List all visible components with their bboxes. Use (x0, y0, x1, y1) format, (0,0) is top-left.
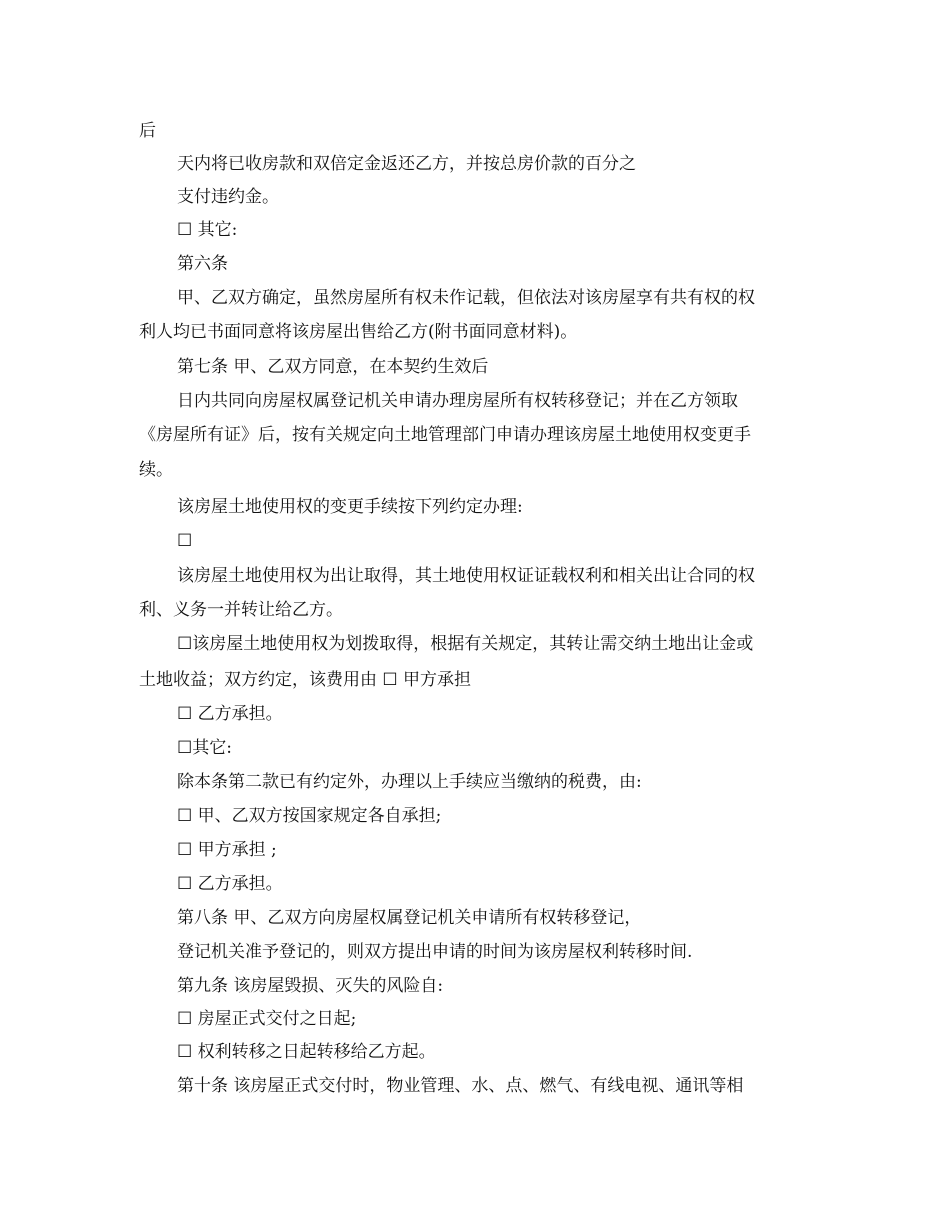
checkbox-option: ☐ 房屋正式交付之日起; (177, 1009, 357, 1029)
text-line: 利、义务一并转让给乙方。 (139, 600, 343, 620)
text-line: 续。 (139, 460, 173, 480)
checkbox-option: ☐ 甲、乙双方按国家规定各自承担; (177, 806, 442, 826)
text-line: 土地收益；双方约定，该费用由 ☐ 甲方承担 (139, 670, 472, 690)
article-heading: 第六条 (177, 254, 228, 274)
text-line: 后 (139, 121, 156, 141)
text-line: 该房屋土地使用权的变更手续按下列约定办理: (177, 497, 523, 517)
text-line: 登记机关准予登记的，则双方提出申请的时间为该房屋权利转移时间. (177, 942, 693, 962)
text-line: 支付违约金。 (177, 187, 279, 207)
checkbox-option: ☐该房屋土地使用权为划拨取得，根据有关规定，其转让需交纳土地出让金或 (177, 634, 754, 654)
text-line: 该房屋土地使用权为出让取得，其土地使用权证证载权利和相关出让合同的权 (177, 566, 755, 586)
checkbox-option: ☐ 乙方承担。 (177, 874, 283, 894)
text-line: 除本条第二款已有约定外，办理以上手续应当缴纳的税费，由: (177, 772, 642, 792)
article-heading: 第九条 该房屋毁损、灭失的风险自: (177, 976, 444, 996)
checkbox-option: ☐ 权利转移之日起转移给乙方起。 (177, 1042, 436, 1062)
text-line: 日内共同向房屋权属登记机关申请办理房屋所有权转移登记；并在乙方领取 (177, 391, 738, 411)
article-heading: 第八条 甲、乙双方向房屋权属登记机关申请所有权转移登记， (177, 908, 642, 928)
checkbox-option: ☐其它: (177, 738, 232, 758)
article-heading: 第七条 甲、乙双方同意，在本契约生效后 (177, 357, 489, 377)
text-line: 天内将已收房款和双倍定金返还乙方，并按总房价款的百分之 (177, 154, 636, 174)
text-line: 《房屋所有证》后，按有关规定向土地管理部门申请办理该房屋土地使用权变更手 (139, 425, 751, 445)
text-line: 甲、乙双方确定，虽然房屋所有权未作记载，但依法对该房屋享有共有权的权 (177, 288, 755, 308)
text-line: ☐ 其它: (177, 220, 238, 240)
checkbox-option: ☐ 甲方承担 ; (177, 840, 277, 860)
checkbox-option: ☐ (177, 531, 193, 551)
checkbox-option: ☐ 乙方承担。 (177, 704, 283, 724)
article-heading: 第十条 该房屋正式交付时，物业管理、水、点、燃气、有线电视、通讯等相 (177, 1076, 744, 1096)
text-line: 利人均已书面同意将该房屋出售给乙方(附书面同意材料)。 (139, 322, 578, 342)
